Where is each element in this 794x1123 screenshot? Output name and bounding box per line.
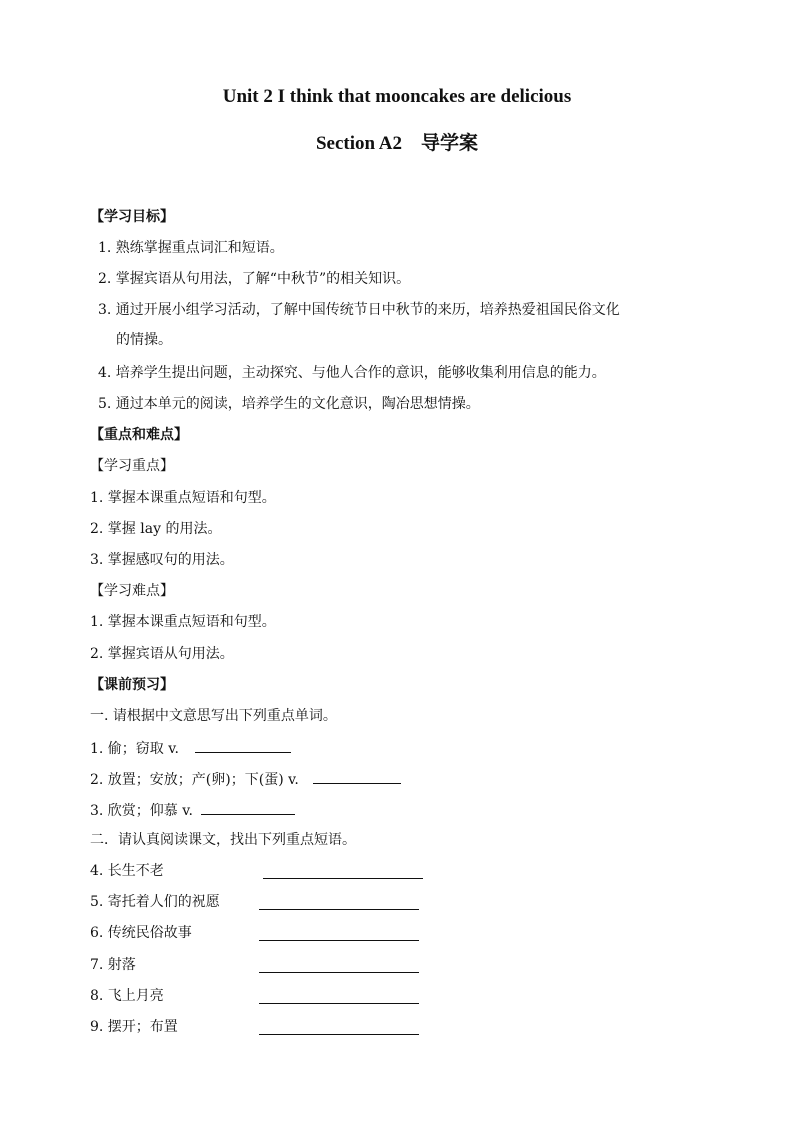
answer-blank[interactable]: [259, 1020, 419, 1035]
objective-item-continued: 的情操。: [116, 332, 172, 348]
phrase-item: [90, 987, 164, 1005]
objective-item: 4. 培养学生提出问题，主动探究、与他人合作的意识，能够收集利用信息的能力。: [98, 365, 606, 381]
focus-item: 3. 掌握感叹句的用法。: [90, 552, 234, 568]
difficulty-heading: 【学习难点】: [90, 583, 174, 599]
page-subtitle: [0, 128, 794, 155]
subtitle-english: Section A2: [315, 133, 421, 154]
focus-heading: 【学习重点】: [90, 458, 174, 474]
phrase-prompt: 8. 飞上月亮: [90, 988, 164, 1004]
title-line-1: Unit 2 I think that mooncakes are delicious: [222, 86, 572, 107]
word-item: [90, 769, 401, 789]
answer-blank[interactable]: [259, 989, 419, 1004]
phrase-prompt: 6. 传统民俗故事: [90, 925, 192, 941]
phrase-item: [90, 893, 220, 911]
answer-blank[interactable]: [313, 769, 401, 784]
word-prompt: 1. 偷；窃取 v.: [90, 741, 179, 757]
part1-instruction: 一. 请根据中文意思写出下列重点单词。: [90, 708, 337, 724]
difficulty-item: 1. 掌握本课重点短语和句型。: [90, 614, 276, 630]
objective-item: 5. 通过本单元的阅读，培养学生的文化意识，陶冶思想情操。: [98, 396, 480, 412]
focus-item: 2. 掌握 lay 的用法。: [90, 521, 222, 537]
word-prompt: 2. 放置；安放；产(卵)；下(蛋) v.: [90, 772, 299, 788]
phrase-item: [90, 1018, 178, 1036]
objective-item: 1. 熟练掌握重点词汇和短语。: [98, 240, 284, 256]
answer-blank[interactable]: [201, 800, 295, 815]
preview-heading: 【课前预习】: [90, 677, 174, 693]
phrase-prompt: 5. 寄托着人们的祝愿: [90, 894, 220, 910]
answer-blank[interactable]: [263, 864, 423, 879]
phrase-item: [90, 924, 192, 942]
phrase-prompt: 9. 摆开；布置: [90, 1019, 178, 1035]
phrase-prompt: 4. 长生不老: [90, 863, 164, 879]
difficulty-item: 2. 掌握宾语从句用法。: [90, 646, 234, 662]
objectives-heading: 【学习目标】: [90, 209, 174, 225]
phrase-item: [90, 956, 136, 974]
phrase-item: [90, 862, 164, 880]
answer-blank[interactable]: [259, 926, 419, 941]
subtitle-chinese: 导学案: [421, 132, 479, 154]
word-item: [90, 738, 291, 758]
answer-blank[interactable]: [259, 895, 419, 910]
objective-item: 2. 掌握宾语从句用法，了解“中秋节”的相关知识。: [98, 271, 411, 287]
answer-blank[interactable]: [195, 738, 291, 753]
answer-blank[interactable]: [259, 958, 419, 973]
word-item: [90, 800, 295, 820]
word-prompt: 3. 欣赏；仰慕 v.: [90, 803, 193, 819]
phrase-prompt: 7. 射落: [90, 957, 136, 973]
keypoints-heading: 【重点和难点】: [90, 427, 188, 443]
part2-instruction: 二．请认真阅读课文，找出下列重点短语。: [90, 832, 356, 848]
page-title: [0, 86, 794, 108]
focus-item: 1. 掌握本课重点短语和句型。: [90, 490, 276, 506]
objective-item: 3. 通过开展小组学习活动，了解中国传统节日中秋节的来历，培养热爱祖国民俗文化: [98, 302, 620, 318]
